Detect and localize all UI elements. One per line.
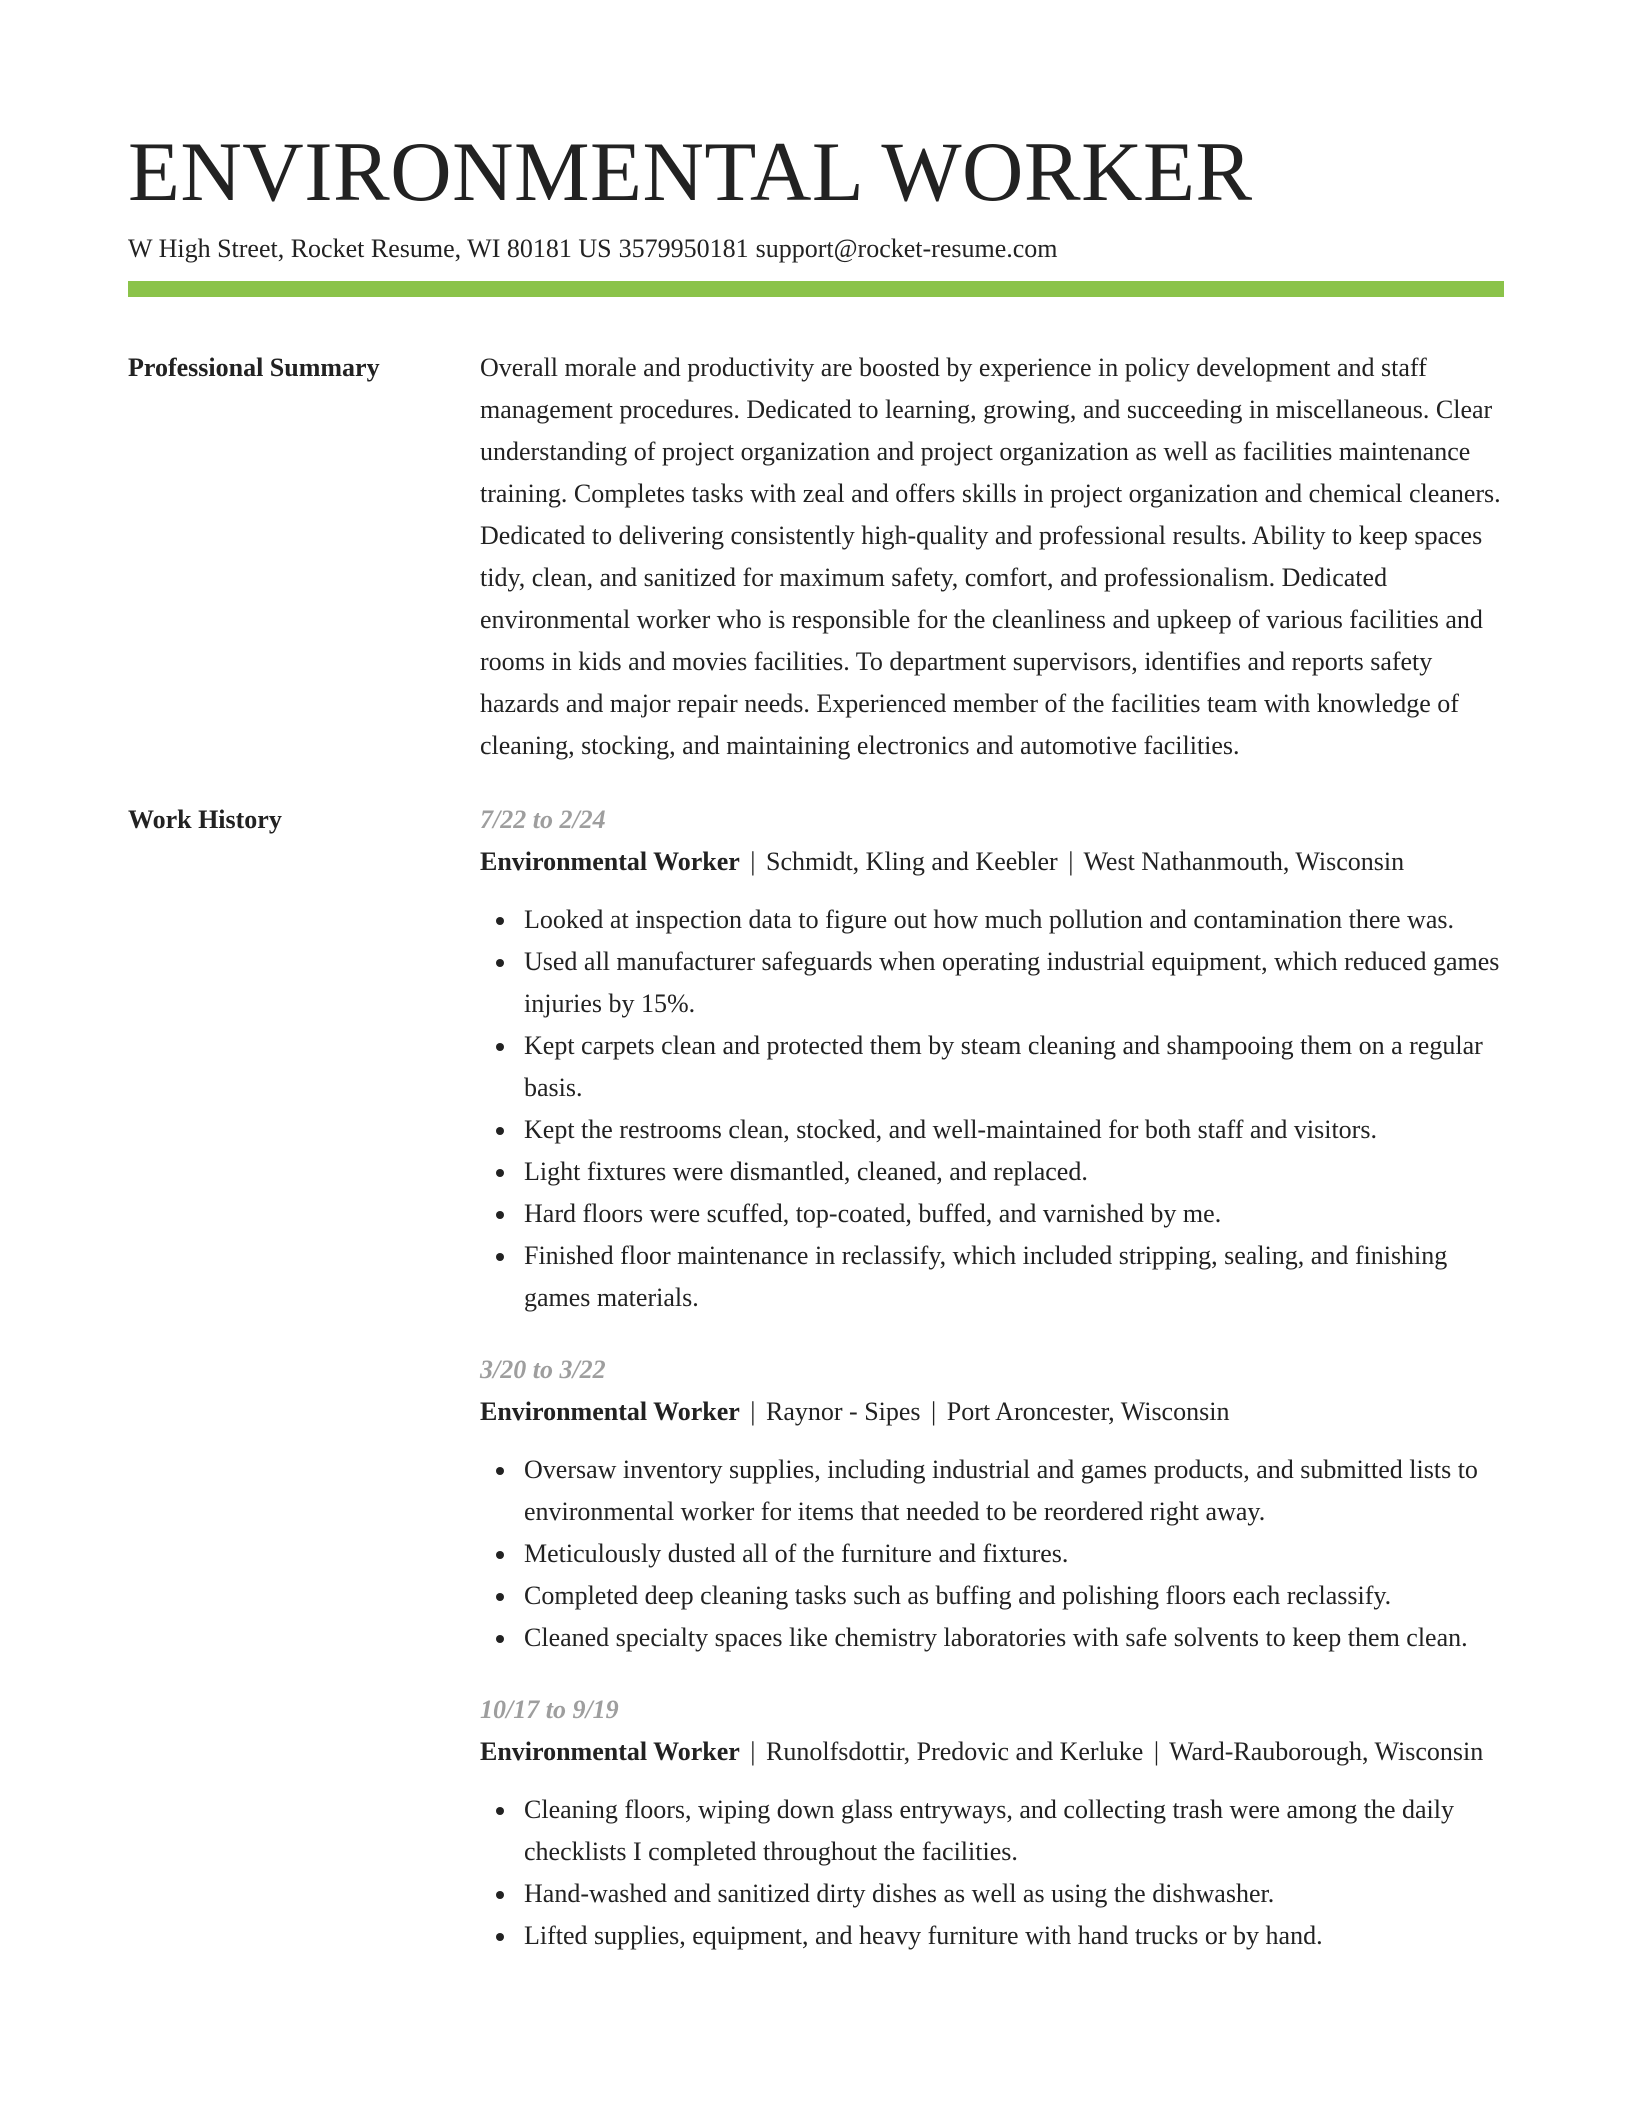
job-bullet: Finished floor maintenance in reclassify, which included stripping, sealing, and finishing games materials.: [524, 1235, 1504, 1319]
job-bullet: Kept carpets clean and protected them by steam cleaning and shampooing them on a regular basis.: [524, 1025, 1504, 1109]
job-bullet: Hard floors were scuffed, top-coated, buffed, and varnished by me.: [524, 1193, 1504, 1235]
contact-address: W High Street, Rocket Resume, WI 80181 US: [128, 234, 612, 263]
summary-body: [480, 347, 1504, 767]
job-bullet: Hand-washed and sanitized dirty dishes as well as using the dishwasher.: [524, 1873, 1504, 1915]
job-bullets: [480, 1449, 1504, 1659]
job-dates: 3/20 to 3/22: [480, 1355, 606, 1384]
job-bullets: [480, 899, 1504, 1319]
job-bullet: Cleaned specialty spaces like chemistry laboratories with safe solvents to keep them clean.: [524, 1617, 1504, 1659]
job-bullets: [480, 1789, 1504, 1957]
work-history-section: [128, 799, 1504, 1957]
job-title: Environmental Worker: [480, 1397, 740, 1426]
job-header: [480, 1391, 1504, 1433]
job-bullet: Kept the restrooms clean, stocked, and well-maintained for both staff and visitors.: [524, 1109, 1504, 1151]
job-header: [480, 841, 1504, 883]
job-separator: |: [1153, 1737, 1160, 1766]
job-location: Port Aroncester, Wisconsin: [946, 1397, 1230, 1426]
header-divider: [128, 281, 1504, 297]
job-location: West Nathanmouth, Wisconsin: [1083, 847, 1405, 876]
contact-phone: 3579950181: [618, 234, 749, 263]
job-company: Schmidt, Kling and Keebler: [766, 847, 1058, 876]
job-bullet: Completed deep cleaning tasks such as buffing and polishing floors each reclassify.: [524, 1575, 1504, 1617]
summary-text: Overall morale and productivity are boosted by experience in policy development and staff management procedures. Dedicated to learning, growing, and succeeding in miscellaneous. Clear understanding of project organization and project organization as well as facilities maintenance training. Completes tasks with zeal and offers skills in project organization and chemical cleaners. Dedicated to delivering consistently high-quality and professional results. Ability to keep spaces tidy, clean, and sanitized for maximum safety, comfort, and professionalism. Dedicated environmental worker who is responsible for the cleanliness and upkeep of various facilities and rooms in kids and movies facilities. To department supervisors, identifies and reports safety hazards and major repair needs. Experienced member of the facilities team with knowledge of cleaning, stocking, and maintaining electronics and automotive facilities.: [480, 353, 1501, 760]
summary-section: [128, 347, 1504, 767]
job-bullet: Looked at inspection data to figure out how much pollution and contamination there was.: [524, 899, 1504, 941]
job-title: Environmental Worker: [480, 1737, 740, 1766]
job-location: Ward-Rauborough, Wisconsin: [1169, 1737, 1484, 1766]
job-dates: 7/22 to 2/24: [480, 805, 606, 834]
work-history-body: [480, 799, 1504, 1957]
job-dates: 10/17 to 9/19: [480, 1695, 619, 1724]
contact-email: support@rocket-resume.com: [755, 234, 1058, 263]
job-company: Runolfsdottir, Predovic and Kerluke: [766, 1737, 1144, 1766]
job-separator: |: [750, 1737, 756, 1766]
job-entry: [480, 799, 1504, 1319]
job-separator: |: [931, 1397, 937, 1426]
job-separator: |: [750, 1397, 756, 1426]
job-bullet: Meticulously dusted all of the furniture and fixtures.: [524, 1533, 1504, 1575]
job-title: Environmental Worker: [480, 847, 740, 876]
job-bullet: Lifted supplies, equipment, and heavy furniture with hand trucks or by hand.: [524, 1915, 1504, 1957]
resume-name: ENVIRONMENTAL WORKER: [128, 125, 1253, 219]
work-history-heading: Work History: [128, 805, 282, 834]
job-header: [480, 1731, 1504, 1773]
job-entry: [480, 1349, 1504, 1659]
job-bullet: Light fixtures were dismantled, cleaned, and replaced.: [524, 1151, 1504, 1193]
contact-line: [128, 231, 1504, 267]
summary-heading: Professional Summary: [128, 353, 380, 382]
job-separator: |: [1068, 847, 1074, 876]
job-company: Raynor - Sipes: [766, 1397, 921, 1426]
job-bullet: Oversaw inventory supplies, including industrial and games products, and submitted lists to environmental worker for items that needed to be reordered right away.: [524, 1449, 1504, 1533]
job-separator: |: [750, 847, 756, 876]
job-entry: [480, 1689, 1504, 1957]
job-bullet: Used all manufacturer safeguards when operating industrial equipment, which reduced games injuries by 15%.: [524, 941, 1504, 1025]
resume-page: [128, 0, 1504, 1957]
job-bullet: Cleaning floors, wiping down glass entryways, and collecting trash were among the daily checklists I completed throughout the facilities.: [524, 1789, 1504, 1873]
